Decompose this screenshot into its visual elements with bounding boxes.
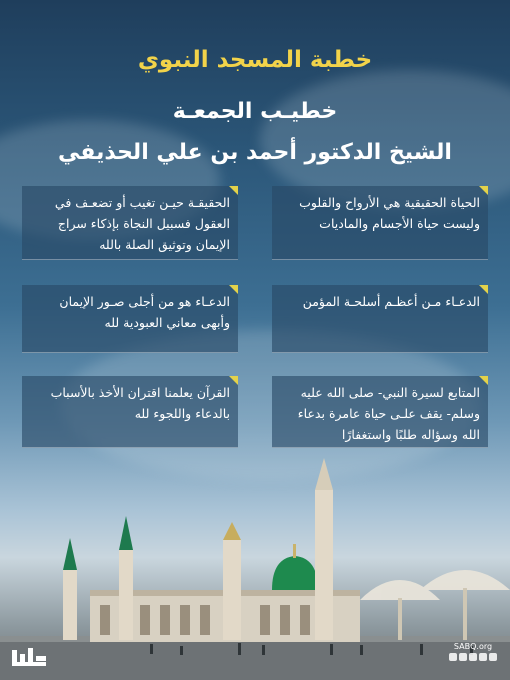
preacher-name: الشيخ الدكتور أحمد بن علي الحذيفي [58,140,452,165]
site-handle[interactable]: SABQ.org [453,642,493,651]
triangle-marker-icon [229,285,238,294]
header [0,44,510,168]
social-footer [438,642,508,661]
social-icons [438,653,508,661]
point-card [22,285,238,353]
triangle-marker-icon [479,186,488,195]
point-text: الحياة الحقيقية هي الأرواح والقلوب وليست حياة الأجسام والماديات [299,195,480,231]
point-text: الحقيقـة حيـن تغيب أو تضعـف في العقول فسبيل النجاة بإذكاء سراج الإيمان وتوثيق الصلة بالله [54,195,230,252]
triangle-marker-icon [229,376,238,385]
point-card [272,186,488,260]
point-text: الدعـاء هو من أجلى صـور الإيمان وأبهى معاني العبودية لله [59,294,230,330]
instagram-icon[interactable] [469,653,477,661]
twitter-icon[interactable] [489,653,497,661]
triangle-marker-icon [479,376,488,385]
subtitle: خطيـب الجمعـة [172,99,338,124]
point-card [22,186,238,260]
point-card [22,376,238,448]
point-card [272,285,488,353]
sabq-logo [10,640,50,670]
point-card [272,376,488,448]
snapchat-icon[interactable] [449,653,457,661]
page-title: خطبة المسجد النبوي [137,47,373,73]
point-text: الدعـاء مـن أعظـم أسلحـة المؤمن [302,294,480,309]
youtube-icon[interactable] [459,653,467,661]
triangle-marker-icon [229,186,238,195]
facebook-icon[interactable] [479,653,487,661]
triangle-marker-icon [479,285,488,294]
point-text: القرآن يعلمنا اقتران الأخذ بالأسباب بالدعاء واللجوء لله [50,385,230,421]
mosque-scene-image [0,440,510,680]
point-text: المتابع لسيرة النبي- صلى الله عليه وسلم- يقف علـى حياة عامرة بدعاء الله وسؤاله طلبًا واستغفارًا [297,385,480,442]
